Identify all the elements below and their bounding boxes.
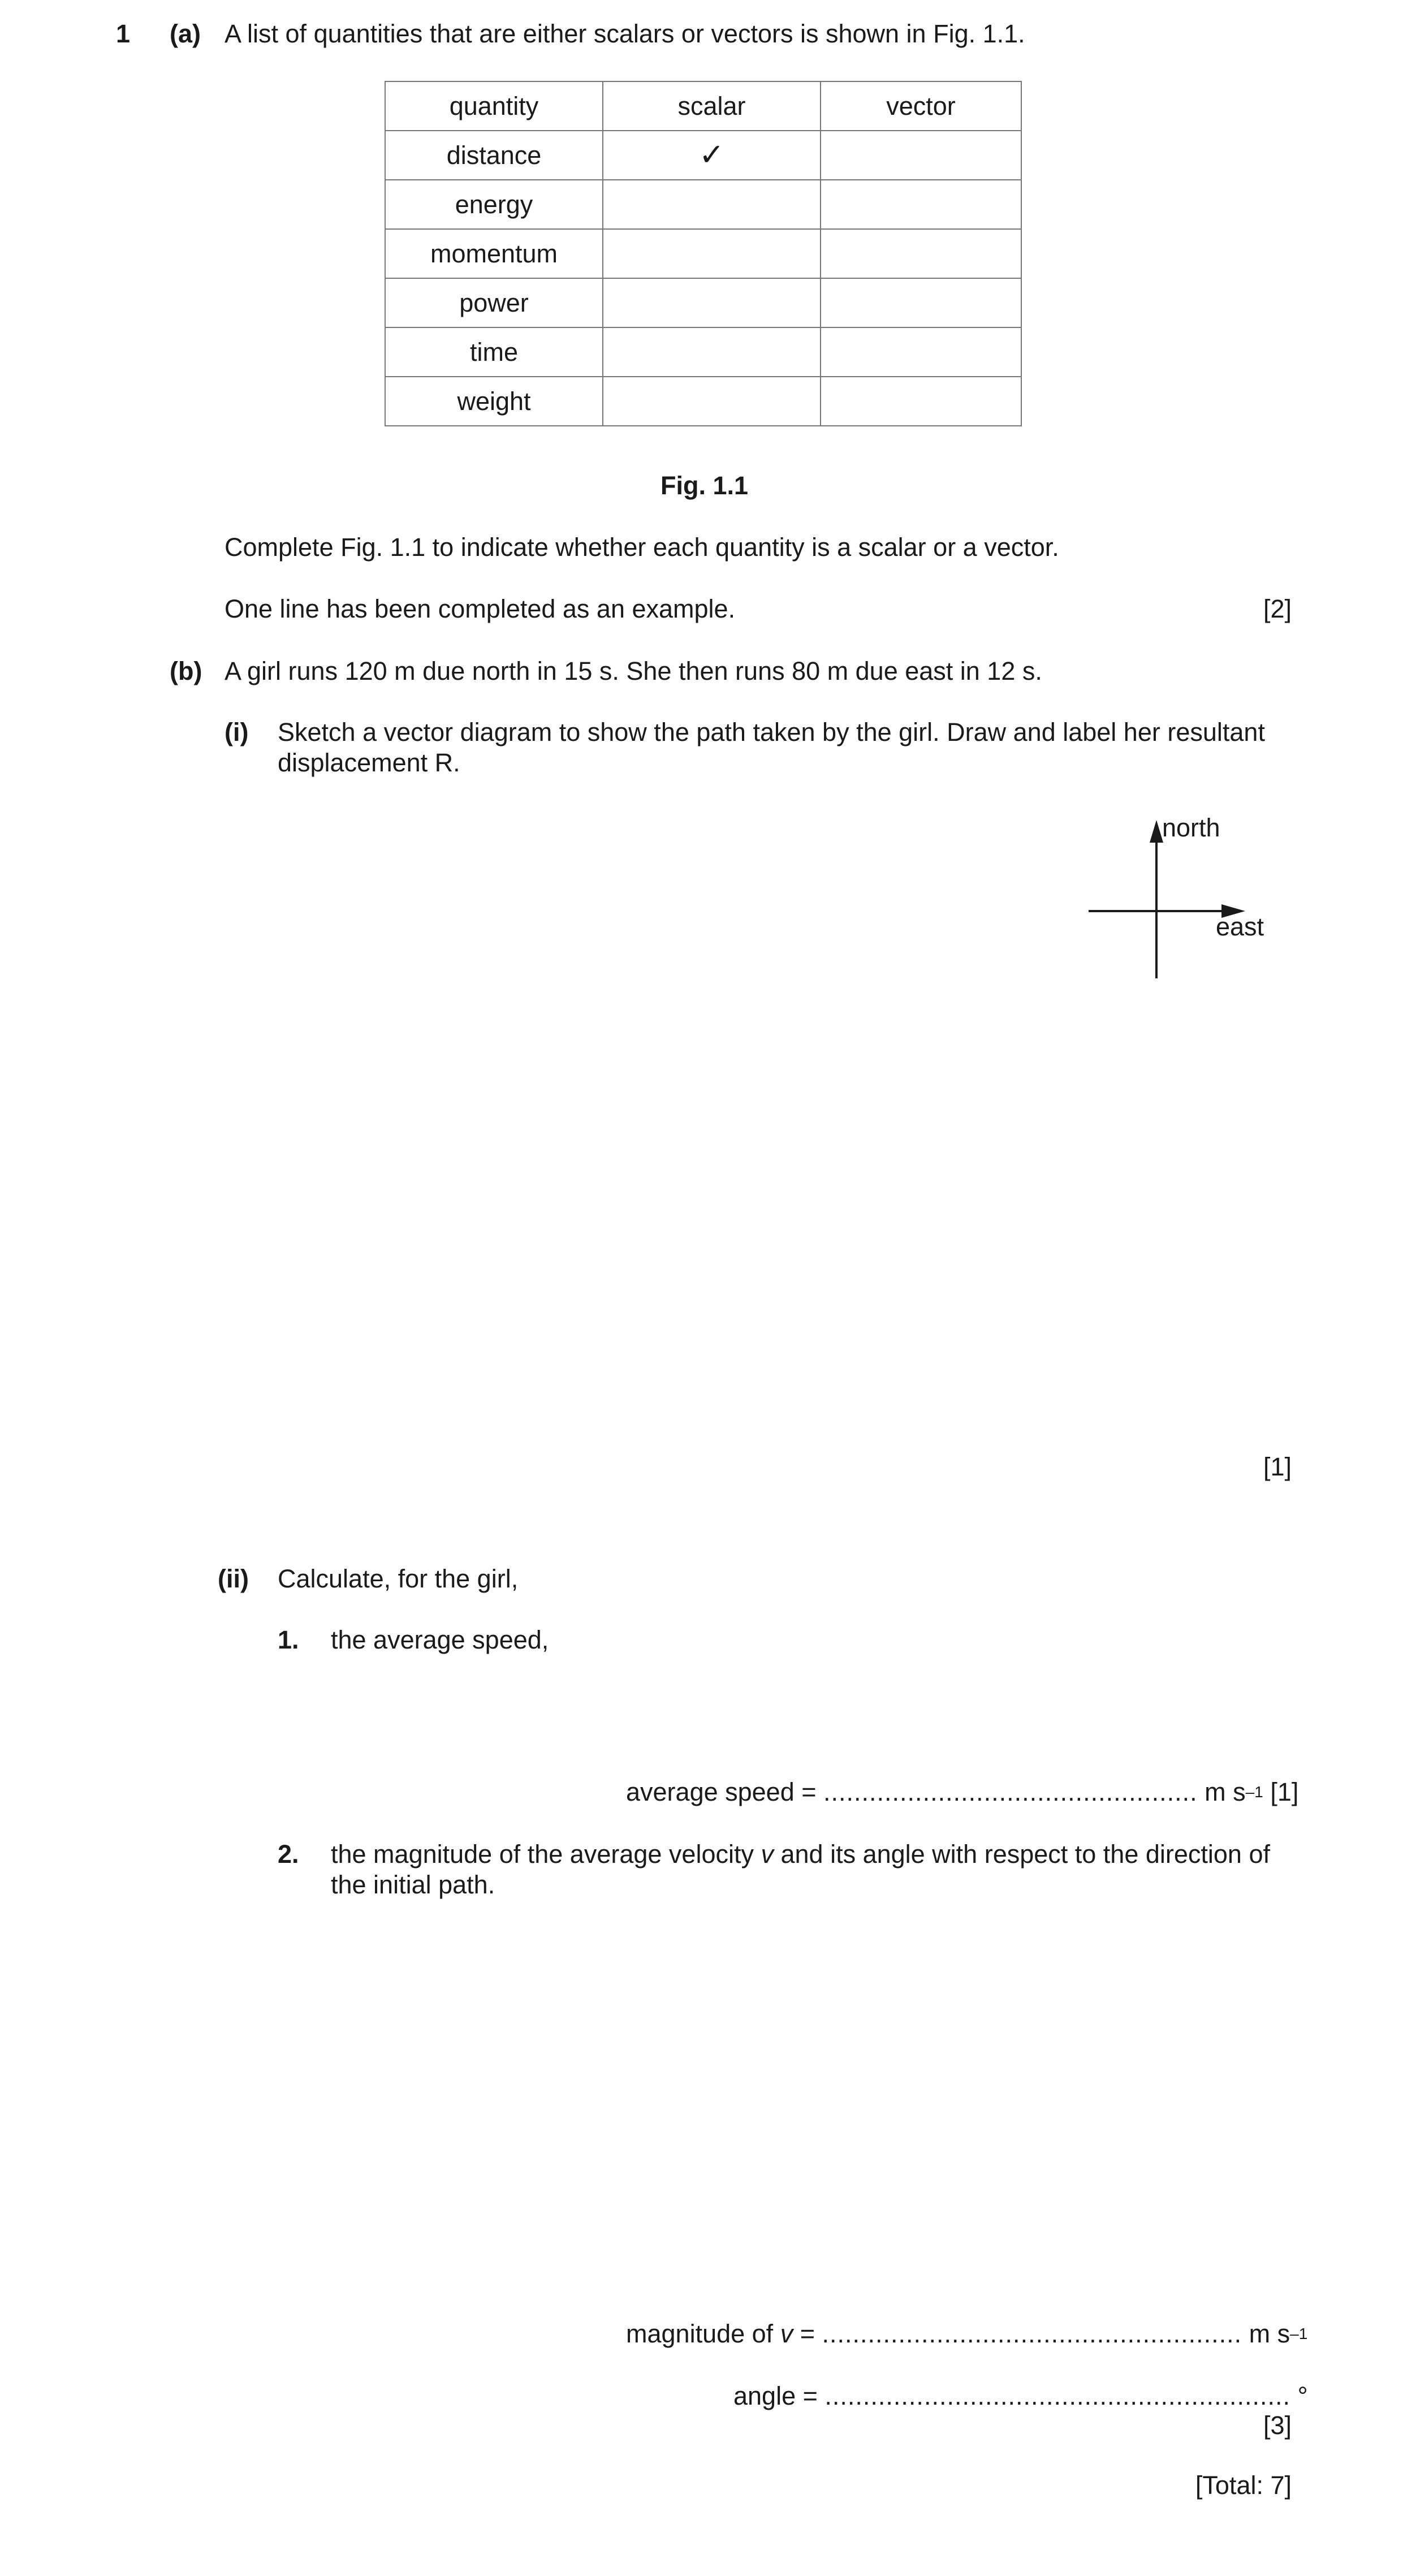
average-speed-unit: m s	[1205, 1777, 1246, 1806]
part-a-intro: A list of quantities that are either scalars or vectors is shown in Fig. 1.1.	[225, 19, 1025, 48]
table-row	[385, 180, 1021, 229]
part-a-label: (a)	[170, 19, 201, 48]
quantity-cell: power	[385, 278, 603, 327]
question-total: [Total: 7]	[1195, 2471, 1292, 2500]
vector-cell[interactable]	[821, 180, 1021, 229]
table-row	[385, 327, 1021, 377]
item-2-number: 2.	[278, 1840, 299, 1869]
magnitude-unit: m s	[1249, 2319, 1290, 2348]
magnitude-input[interactable]: .......................................................	[822, 2319, 1242, 2348]
header-quantity: quantity	[385, 81, 603, 131]
part-b-intro: A girl runs 120 m due north in 15 s. She then runs 80 m due east in 12 s.	[225, 657, 1042, 685]
angle-answer-line	[733, 2381, 1308, 2411]
scalar-cell[interactable]	[603, 377, 821, 426]
item-1-number: 1.	[278, 1625, 299, 1654]
table-header-row	[385, 81, 1021, 131]
quantity-cell: momentum	[385, 229, 603, 278]
item-1-marks: [1]	[1270, 1777, 1299, 1806]
table-row	[385, 377, 1021, 426]
angle-input[interactable]: .............................................................	[824, 2381, 1291, 2410]
item-1-text: the average speed,	[331, 1625, 549, 1654]
sub-ii-label: (ii)	[218, 1564, 249, 1593]
magnitude-label-after: =	[793, 2319, 815, 2348]
item-2-marks: [3]	[1263, 2411, 1292, 2440]
sub-ii-text: Calculate, for the girl,	[278, 1564, 519, 1593]
east-label: east	[1216, 912, 1264, 941]
item-2-text-before: the magnitude of the average velocity	[331, 1840, 761, 1869]
quantity-cell: time	[385, 327, 603, 377]
table-row	[385, 229, 1021, 278]
part-a-example-note: One line has been completed as an example.	[225, 594, 736, 623]
vector-cell[interactable]	[821, 278, 1021, 327]
quantities-table	[385, 81, 1022, 426]
item-2-text-after: and its angle with respect to the direction of the initial path.	[331, 1840, 1270, 1899]
item-2-variable: v	[761, 1840, 774, 1869]
scalar-cell[interactable]	[603, 180, 821, 229]
header-vector: vector	[821, 81, 1021, 131]
part-a-instruction: Complete Fig. 1.1 to indicate whether each quantity is a scalar or a vector.	[225, 533, 1059, 562]
sub-i-marks: [1]	[1263, 1452, 1292, 1481]
average-speed-label: average speed =	[626, 1777, 817, 1806]
magnitude-unit-exponent: –1	[1290, 2325, 1308, 2342]
magnitude-label-variable: v	[780, 2319, 793, 2348]
vector-cell[interactable]	[821, 327, 1021, 377]
average-speed-unit-exponent: –1	[1245, 1783, 1263, 1801]
question-number: 1	[116, 19, 131, 48]
header-scalar: scalar	[603, 81, 821, 131]
magnitude-label-before: magnitude of	[626, 2319, 780, 2348]
scalar-cell[interactable]	[603, 278, 821, 327]
vector-cell[interactable]	[821, 229, 1021, 278]
part-a-marks: [2]	[1263, 594, 1292, 623]
table-row	[385, 131, 1021, 180]
quantity-cell: weight	[385, 377, 603, 426]
quantity-cell: energy	[385, 180, 603, 229]
angle-label: angle =	[733, 2381, 818, 2410]
north-arrowhead-icon	[1150, 820, 1163, 843]
quantity-cell: distance	[385, 131, 603, 180]
scalar-cell[interactable]: ✓	[603, 131, 821, 180]
sketch-area[interactable]	[225, 984, 1073, 1436]
scalar-cell[interactable]	[603, 229, 821, 278]
vector-cell[interactable]	[821, 131, 1021, 180]
north-label: north	[1162, 813, 1220, 842]
magnitude-answer-line	[626, 2319, 1307, 2349]
average-speed-answer-line	[626, 1777, 1298, 1807]
sub-i-label: (i)	[225, 718, 249, 747]
table-row	[385, 278, 1021, 327]
sub-i-text: Sketch a vector diagram to show the path taken by the girl. Draw and label her resultant displacement R.	[278, 718, 1265, 777]
part-b-label: (b)	[170, 657, 202, 685]
angle-unit: °	[1297, 2381, 1308, 2410]
figure-caption: Fig. 1.1	[661, 471, 749, 500]
average-speed-input[interactable]: .................................................	[823, 1777, 1198, 1806]
magnitude-label	[626, 2319, 815, 2348]
item-2-text	[331, 1839, 1292, 1900]
scalar-cell[interactable]	[603, 327, 821, 377]
vector-cell[interactable]	[821, 377, 1021, 426]
